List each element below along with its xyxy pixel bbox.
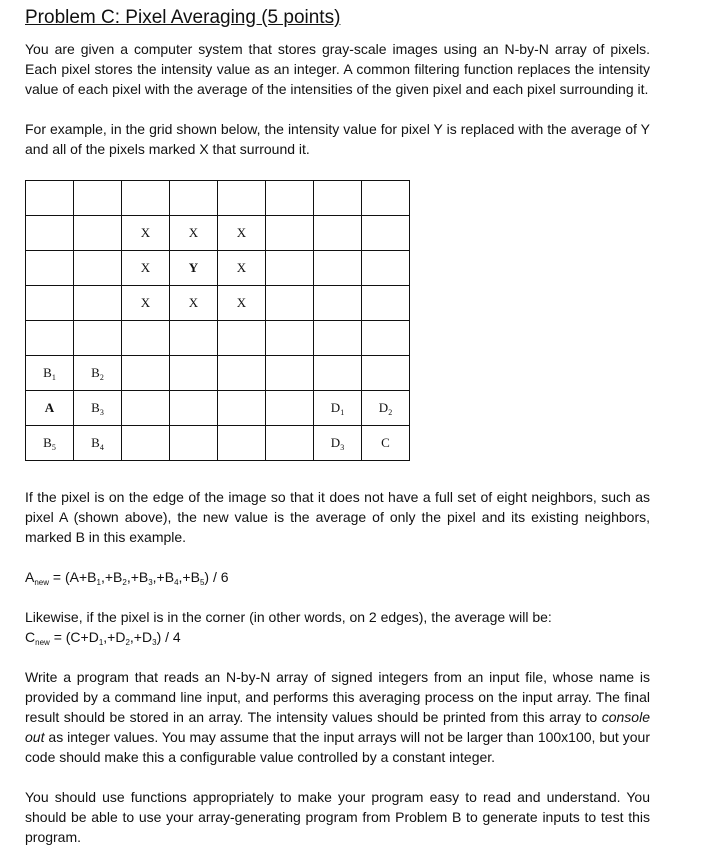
cell-letter: D <box>378 400 389 415</box>
grid-row-5 <box>26 321 410 356</box>
formula-text: ,+D <box>103 629 126 645</box>
formula-text: ,+B <box>100 569 123 585</box>
grid-cell <box>218 321 266 356</box>
formula-sub: new <box>34 578 50 587</box>
cell-subscript: 2 <box>99 373 104 382</box>
grid-cell <box>74 251 122 286</box>
grid-row-1 <box>26 181 410 216</box>
grid-cell <box>26 251 74 286</box>
grid-cell <box>362 251 410 286</box>
grid-cell <box>26 181 74 216</box>
task-emphasis: console out <box>25 709 650 745</box>
cell-subscript: 1 <box>51 373 56 382</box>
grid-cell <box>266 321 314 356</box>
cell-x: X <box>218 251 266 286</box>
grid-cell <box>266 356 314 391</box>
cell-x: X <box>218 286 266 321</box>
cell-d1 <box>314 391 362 426</box>
formula-text: ,+D <box>129 629 153 645</box>
formula-sub: new <box>35 638 50 647</box>
example-paragraph: For example, in the grid shown below, the intensity value for pixel Y is replaced with the average of Y and all of the pixels marked X that surround it. <box>25 121 650 157</box>
cell-b4 <box>74 426 122 461</box>
grid-row-8 <box>26 426 410 461</box>
cell-letter: B <box>43 365 52 380</box>
grid-cell <box>218 391 266 426</box>
grid-cell <box>314 181 362 216</box>
grid-cell <box>266 426 314 461</box>
formula-sub: 2 <box>122 578 127 587</box>
cell-b2 <box>74 356 122 391</box>
functions-paragraph: You should use functions appropriately to make your program easy to read and understand. You should be able to use your array-generating program from Problem B to generate inputs to test this program. <box>25 789 650 845</box>
cell-letter: B <box>43 435 52 450</box>
cell-subscript: 4 <box>99 443 104 452</box>
formula-text: ) / 4 <box>156 629 181 645</box>
grid-cell <box>74 181 122 216</box>
formula-text: ,+B <box>152 569 175 585</box>
formula-text: = (A+B <box>49 569 97 585</box>
cell-x: X <box>122 251 170 286</box>
grid-row-2 <box>26 216 410 251</box>
grid-cell <box>170 356 218 391</box>
grid-row-7 <box>26 391 410 426</box>
grid-cell <box>362 216 410 251</box>
document-page <box>25 6 650 847</box>
grid-cell <box>218 356 266 391</box>
cell-letter: D <box>330 400 341 415</box>
formula-var: A <box>25 569 35 585</box>
grid-cell <box>26 216 74 251</box>
grid-cell <box>218 181 266 216</box>
task-text: Write a program that reads an N-by-N array of signed integers from an input file, whose name is provided by a command line input, and performs this averaging process on the input array. The final result should be stored in an array. The intensity values should be printed from this array to <box>25 669 650 725</box>
grid-cell <box>362 321 410 356</box>
task-text: as integer values. You may assume that the input arrays will not be larger than 100x100, but your code should make this a configurable value controlled by a constant integer. <box>25 729 650 765</box>
grid-cell <box>170 181 218 216</box>
cell-x: X <box>170 216 218 251</box>
cell-subscript: 2 <box>388 408 393 417</box>
formula-sub: 1 <box>98 638 104 647</box>
grid-row-3 <box>26 251 410 286</box>
grid-cell <box>170 321 218 356</box>
cell-x: X <box>122 216 170 251</box>
cell-a: A <box>26 391 74 426</box>
cell-c: C <box>362 426 410 461</box>
cell-b3 <box>74 391 122 426</box>
grid-cell <box>362 286 410 321</box>
grid-cell <box>170 391 218 426</box>
grid-cell <box>266 251 314 286</box>
formula-text: ) / 6 <box>204 569 229 585</box>
formula-sub: 3 <box>148 578 153 587</box>
cell-subscript: 5 <box>51 443 56 452</box>
grid-cell <box>170 426 218 461</box>
grid-cell <box>122 426 170 461</box>
formula-text: ,+B <box>178 569 200 585</box>
cell-d2 <box>362 391 410 426</box>
corner-paragraph: Likewise, if the pixel is in the corner (in other words, on 2 edges), the average will be: <box>25 609 552 625</box>
cell-x: X <box>122 286 170 321</box>
cell-subscript: 3 <box>99 408 104 417</box>
grid-cell <box>314 251 362 286</box>
formula-sub: 2 <box>125 638 130 647</box>
formula-sub: 3 <box>152 638 157 647</box>
formula-text: ,+B <box>126 569 149 585</box>
cell-letter: B <box>91 400 100 415</box>
grid-cell <box>122 356 170 391</box>
grid-cell <box>266 391 314 426</box>
formula-sub: 5 <box>199 578 205 587</box>
grid-cell <box>314 356 362 391</box>
grid-cell <box>122 391 170 426</box>
pixel-grid <box>25 180 410 461</box>
cell-b1 <box>26 356 74 391</box>
grid-row-6 <box>26 356 410 391</box>
grid-cell <box>122 321 170 356</box>
cell-letter: B <box>91 435 100 450</box>
grid-cell <box>74 321 122 356</box>
cell-subscript: 3 <box>340 443 345 452</box>
edge-paragraph: If the pixel is on the edge of the image so that it does not have a full set of eight neighbors, such as pixel A (shown above), the new value is the average of only the pixel and its existing neighbors, marked B in this example. <box>25 489 650 545</box>
grid-cell <box>266 286 314 321</box>
grid-cell <box>362 181 410 216</box>
cell-subscript: 1 <box>340 408 345 417</box>
cell-letter: D <box>330 435 341 450</box>
grid-cell <box>314 286 362 321</box>
formula-sub: 4 <box>174 578 179 587</box>
cell-y: Y <box>170 251 218 286</box>
formula-text: = (C+D <box>49 629 99 645</box>
problem-title: Problem C: Pixel Averaging (5 points) <box>25 7 341 28</box>
task-paragraph <box>25 667 650 767</box>
grid-cell <box>26 321 74 356</box>
cell-d3 <box>314 426 362 461</box>
cell-b5 <box>26 426 74 461</box>
intro-paragraph: You are given a computer system that stores gray-scale images using an N-by-N array of pixels. Each pixel stores the intensity value as an integer. A common filtering function replaces the intensity value of each pixel with the average of the intensities of the given pixel and each pixel surrounding it. <box>25 41 650 97</box>
grid-cell <box>314 321 362 356</box>
formula-c <box>25 627 650 647</box>
grid-cell <box>26 286 74 321</box>
formula-a <box>25 567 650 587</box>
grid-cell <box>266 181 314 216</box>
grid-cell <box>266 216 314 251</box>
formula-var: C <box>25 629 36 645</box>
grid-cell <box>218 426 266 461</box>
grid-cell <box>314 216 362 251</box>
grid-cell <box>74 216 122 251</box>
cell-x: X <box>218 216 266 251</box>
grid-cell <box>122 181 170 216</box>
grid-row-4 <box>26 286 410 321</box>
formula-sub: 1 <box>96 578 101 587</box>
grid-cell <box>74 286 122 321</box>
grid-cell <box>362 356 410 391</box>
cell-x: X <box>170 286 218 321</box>
cell-letter: B <box>91 365 100 380</box>
